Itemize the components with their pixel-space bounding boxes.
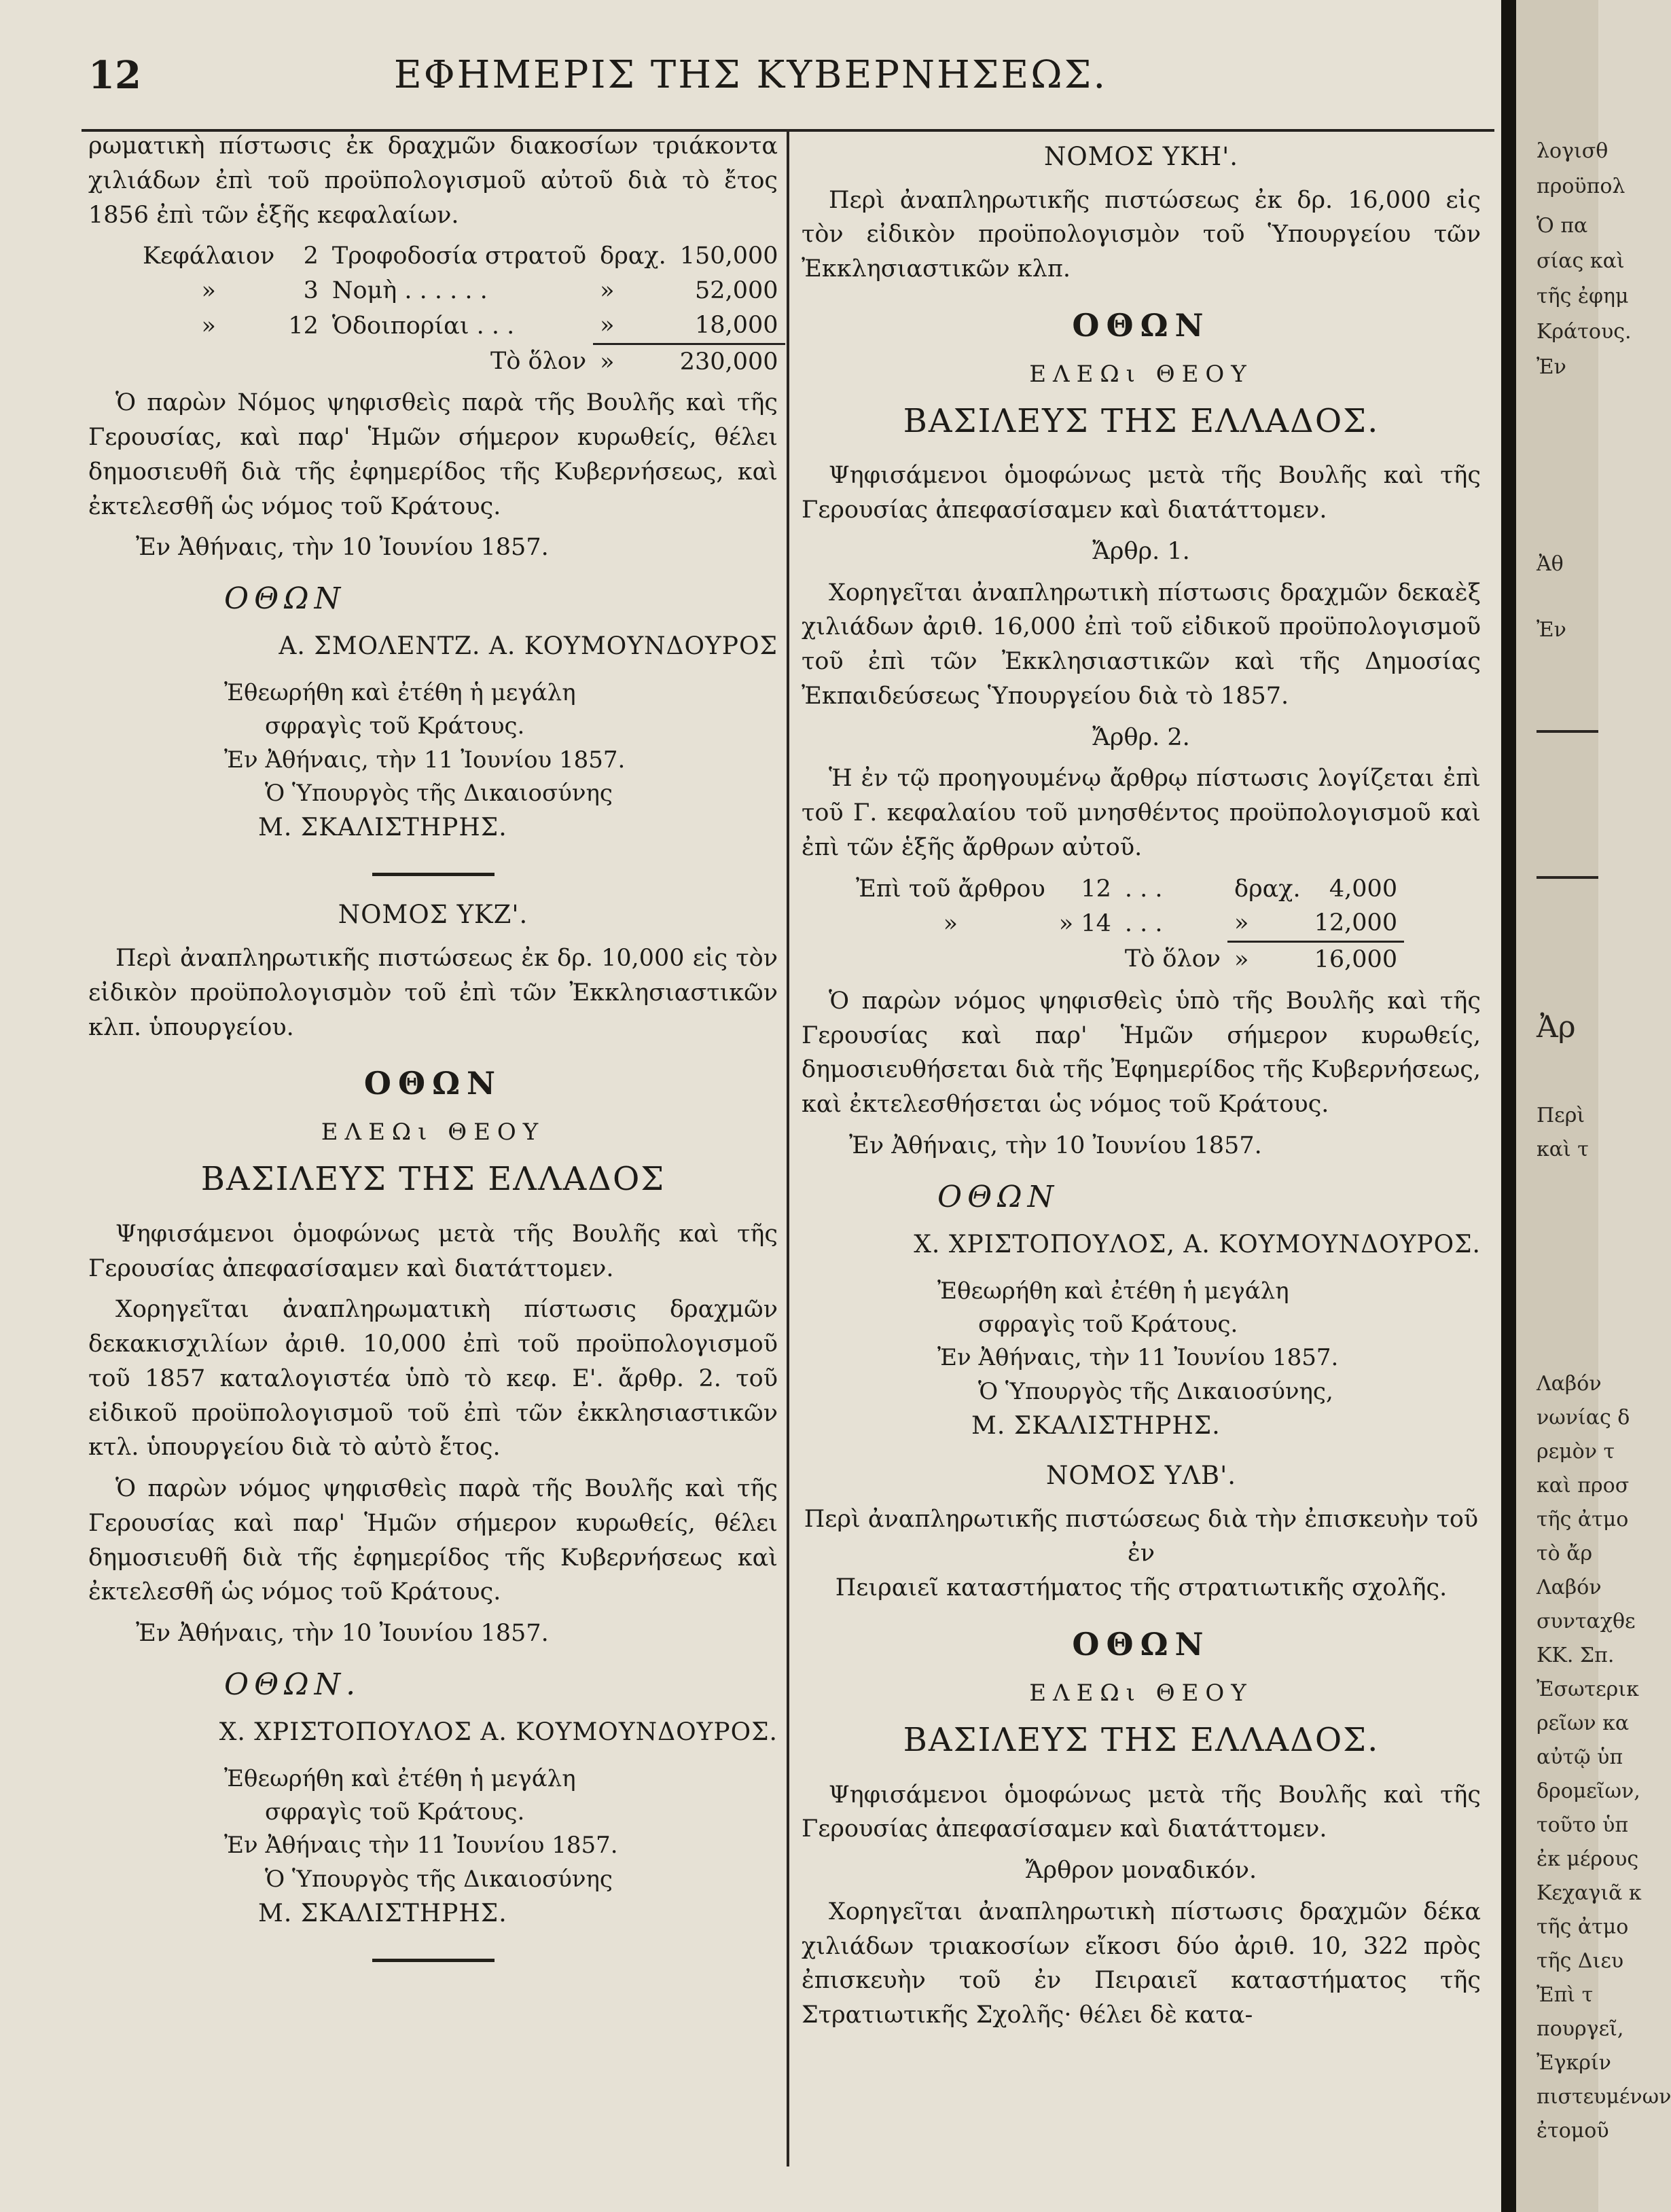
adjacent-fragment: Ἐγκρίν	[1537, 2051, 1611, 2075]
adjacent-fragment: Ἐσωτερικ	[1537, 1678, 1639, 1701]
adjacent-fragment: ρεῖων κα	[1537, 1711, 1630, 1735]
law3-king: ΟΘΩΝ	[1072, 306, 1210, 344]
law3-seal-line2: σφραγὶς τοῦ Κράτους.	[978, 1311, 1238, 1338]
row-amount: 52,000	[695, 277, 778, 304]
law1-minister-name: Μ. ΣΚΑΛΙΣΤΗΡΗΣ.	[258, 814, 507, 842]
adjacent-fragment: αὐτῷ ὑπ	[1537, 1745, 1623, 1769]
total-amount: 230,000	[673, 344, 785, 379]
law4-eleo: ΕΛΕΩι ΘΕΟΥ	[1029, 1679, 1253, 1707]
law2-preamble: Ψηφισάμενοι ὁμοφώνως μετὰ τῆς Βουλῆς καὶ τῆς Γερουσίας ἀπεφασίσαμεν καὶ διατάττομεν.	[88, 1220, 778, 1282]
table-row	[849, 872, 1404, 907]
adjacent-fragment: τῆς ἀτμο	[1537, 1508, 1629, 1531]
left-column	[88, 129, 778, 1982]
law1-king: ΟΘΩΝ	[224, 581, 346, 616]
law2-minister-title: Ὁ Ὑπουργὸς τῆς Δικαιοσύνης	[265, 1865, 613, 1893]
adjacent-fragment: Λαβόν	[1537, 1372, 1602, 1396]
section-divider	[372, 1959, 495, 1962]
page-gutter-shadow	[1501, 0, 1516, 2212]
law2-minister-name: Μ. ΣΚΑΛΙΣΤΗΡΗΣ.	[258, 1900, 507, 1927]
adjacent-fragment: ρεμὸν τ	[1537, 1440, 1615, 1464]
row-number: 2	[303, 242, 319, 270]
intro-paragraph: ρωματικὴ πίστωσις ἐκ δραχμῶν διακοσίων τριάκοντα χιλιάδων ἐπὶ τοῦ προϋπολογισμοῦ αὐτοῦ διὰ τὸ ἔτος 1856 ἐπὶ τῶν ἑξῆς κεφαλαίων.	[88, 132, 778, 229]
total-mark: »	[1227, 942, 1308, 977]
adjacent-fragment: καὶ τ	[1537, 1138, 1589, 1161]
adjacent-fragment: ἐτομοῦ	[1537, 2119, 1609, 2143]
total-mark: »	[593, 344, 673, 379]
adjacent-fragment: ΚΚ. Σπ.	[1537, 1644, 1615, 1667]
adjacent-fragment: Ἀρ	[1537, 1010, 1576, 1045]
row-prefix: Ἐπὶ τοῦ ἄρθρου	[856, 875, 1045, 903]
adjacent-fragment: νωνίας δ	[1537, 1406, 1630, 1430]
adjacent-fragment: Ἐν	[1537, 618, 1566, 642]
table-row	[849, 906, 1404, 941]
row-name: Τροφοδοσία στρατοῦ	[331, 242, 587, 270]
adjacent-fragment: λογισθ	[1537, 139, 1609, 163]
row-prefix: »	[201, 312, 216, 340]
law3-art2-body: Ἡ ἐν τῷ προηγουμένῳ ἄρθρῳ πίστωσις λογίζεται ἐπὶ τοῦ Γ. κεφαλαίου τοῦ μνησθέντος προϋπολογισμοῦ καὶ ἐπὶ τῶν ἑξῆς ἄρθρων αὐτοῦ.	[802, 765, 1481, 861]
law3-art1-body: Χορηγεῖται ἀναπληρωτικὴ πίστωσις δραχμῶν δεκαὲξ χιλιάδων ἀριθ. 16,000 ἐπὶ τοῦ εἰδικοῦ προϋπολογισμοῦ τοῦ ἐπὶ τῶν Ἐκκλησιαστικῶν καὶ τῆς Δημοσίας Ἐκπαιδεύσεως Ὑπουργείου διὰ τὸ 1857.	[802, 579, 1481, 710]
adjacent-fragment: συνταχθε	[1537, 1610, 1636, 1633]
law4-preamble: Ψηφισάμενοι ὁμοφώνως μετὰ τῆς Βουλῆς καὶ τῆς Γερουσίας ἀπεφασίσαμεν καὶ διατάττομεν.	[802, 1781, 1481, 1843]
law1-seal-line2: σφραγὶς τοῦ Κράτους.	[265, 712, 525, 740]
law4-body: Χορηγεῖται ἀναπληρωτικὴ πίστωσις δραχμῶν δέκα χιλιάδων τριακοσίων εἴκοσι δύο ἀριθ. 10, 322 πρὸς ἐπισκευὴν τοῦ ἐν Πειραιεῖ καταστήματος τῆς Στρατιωτικῆς Σχολῆς· θέλει δὲ κατα-	[802, 1898, 1481, 2029]
adjacent-fragment: Ἀθ	[1537, 552, 1564, 576]
law3-seal-date: Ἐν Ἀθήναις, τὴν 11 Ἰουνίου 1857.	[937, 1344, 1339, 1372]
row-mark: »	[600, 277, 615, 304]
law2-seal-line1: Ἐθεωρήθη καὶ ἐτέθη ἡ μεγάλη	[224, 1764, 576, 1792]
law4-basileus: ΒΑΣΙΛΕΥΣ ΤΗΣ ΕΛΛΑΔΟΣ.	[903, 1720, 1380, 1759]
row-mark: »	[1234, 909, 1249, 937]
adjacent-rule	[1537, 876, 1598, 879]
adjacent-fragment: Ὁ πα	[1537, 214, 1588, 238]
row-number: 3	[303, 277, 319, 304]
law3-basileus: ΒΑΣΙΛΕΥΣ ΤΗΣ ΕΛΛΑΔΟΣ.	[903, 401, 1380, 440]
law4-subject-line2: Πειραιεῖ καταστήματος τῆς στρατιωτικῆς σχολῆς.	[835, 1574, 1448, 1602]
law3-art2-heading: Ἄρθρ. 2.	[1092, 723, 1190, 751]
law3-king-sig: ΟΘΩΝ	[937, 1179, 1060, 1214]
row-amount: 18,000	[695, 311, 778, 339]
chapters-table	[136, 239, 785, 379]
row-amount: 150,000	[679, 242, 778, 270]
adjacent-fragment: Ἐπὶ τ	[1537, 1983, 1594, 2007]
row-amount: 12,000	[1314, 909, 1398, 937]
table-total-row	[849, 942, 1404, 977]
row-number: 12	[1081, 875, 1111, 903]
law1-signatories: Α. ΣΜΟΛΕΝΤΖ. Α. ΚΟΥΜΟΥΝΔΟΥΡΟΣ	[278, 632, 778, 660]
law2-body1: Χορηγεῖται ἀναπληρωματικὴ πίστωσις δραχμῶν δεκακισχιλίων ἀριθ. 10,000 ἐπὶ τοῦ προϋπολογισμοῦ τοῦ 1857 καταλογιστέα ὑπὸ τὸ κεφ. Ε'. ἄρθρ. 2. τοῦ εἰδικοῦ προϋπολογισμοῦ τοῦ ἐπὶ τῶν ἐκκλησιαστικῶν κτλ. ὑπουργείου διὰ τὸ αὐτὸ ἔτος.	[88, 1296, 778, 1462]
articles-table	[849, 872, 1404, 977]
table-row	[136, 274, 785, 308]
law3-body: Ὁ παρὼν νόμος ψηφισθεὶς ὑπὸ τῆς Βουλῆς καὶ τῆς Γερουσίας καὶ παρ' Ἡμῶν σήμερον κυρωθείς, δημοσιευθήσεται διὰ τῆς Ἐφημερίδος τῆς Κυβερνήσεως, καὶ ἐκτελεσθήσεται ὡς νόμος τοῦ Κράτους.	[802, 987, 1481, 1119]
law2-seal-line2: σφραγὶς τοῦ Κράτους.	[265, 1798, 525, 1826]
law1-seal-line1: Ἐθεωρήθη καὶ ἐτέθη ἡ μεγάλη	[224, 678, 576, 706]
law3-seal-line1: Ἐθεωρήθη καὶ ἐτέθη ἡ μεγάλη	[937, 1277, 1289, 1305]
law2-eleo: ΕΛΕΩι ΘΕΟΥ	[321, 1118, 545, 1146]
law2-title: ΝΟΜΟΣ ΥΚΖ'.	[338, 900, 528, 930]
row-prefix: Κεφάλαιον	[143, 242, 275, 270]
row-number: » 14	[1058, 910, 1111, 938]
law1-seal-date: Ἐν Ἀθήναις, τὴν 11 Ἰουνίου 1857.	[224, 746, 626, 774]
law2-basileus: ΒΑΣΙΛΕΥΣ ΤΗΣ ΕΛΛΑΔΟΣ	[200, 1160, 666, 1199]
total-label: Τὸ ὅλον	[490, 347, 587, 375]
adjacent-fragment: σίας καὶ	[1537, 249, 1625, 273]
row-prefix: »	[201, 277, 216, 304]
adjacent-fragment: καὶ προσ	[1537, 1474, 1630, 1498]
law3-preamble: Ψηφισάμενοι ὁμοφώνως μετὰ τῆς Βουλῆς καὶ τῆς Γερουσίας ἀπεφασίσαμεν καὶ διατάττομεν.	[802, 462, 1481, 524]
adjacent-fragment: δρομεῖων,	[1537, 1779, 1640, 1803]
law4-king: ΟΘΩΝ	[1072, 1625, 1210, 1663]
law3-signatories: Χ. ΧΡΙΣΤΟΠΟΥΛΟΣ, Α. ΚΟΥΜΟΥΝΔΟΥΡΟΣ.	[914, 1230, 1481, 1258]
row-name: Νομὴ . . . . . .	[331, 277, 488, 304]
row-mark: »	[600, 311, 615, 339]
page-header	[0, 48, 1501, 109]
law2-body2: Ὁ παρὼν νόμος ψηφισθεὶς παρὰ τῆς Βουλῆς καὶ τῆς Γερουσίας καὶ παρ' Ἡμῶν σήμερον κυρωθείς, θέλει δημοσιευθῆ διὰ τῆς ἐφημερίδος τῆς Κυβερνήσεως καὶ ἐκτελεσθῆ ὡς νόμος τοῦ Κράτους.	[88, 1475, 778, 1606]
adjacent-fragment: πουργεῖ,	[1537, 2017, 1624, 2041]
adjacent-fragment: τῆς ἐφημ	[1537, 285, 1629, 308]
adjacent-fragment: Κράτους.	[1537, 320, 1632, 344]
row-mark: δραχ.	[1234, 875, 1301, 903]
adjacent-fragment: τὸ ἄρ	[1537, 1542, 1593, 1565]
law3-art1-heading: Ἄρθρ. 1.	[1092, 537, 1190, 565]
law2-signatories: Χ. ΧΡΙΣΤΟΠΟΥΛΟΣ Α. ΚΟΥΜΟΥΝΔΟΥΡΟΣ.	[219, 1718, 778, 1746]
law2-king: ΟΘΩΝ	[363, 1065, 503, 1102]
row-dots: . . .	[1124, 875, 1163, 903]
law3-subject: Περὶ ἀναπληρωτικῆς πιστώσεως ἐκ δρ. 16,000 εἰς τὸν εἰδικὸν προϋπολογισμὸν τοῦ Ὑπουργείου τῶν Ἐκκλησιαστικῶν κλπ.	[802, 186, 1481, 283]
row-dots: . . .	[1124, 910, 1163, 938]
adjacent-rule	[1537, 730, 1598, 733]
running-title: ΕΦΗΜΕΡΙΣ ΤΗΣ ΚΥΒΕΡΝΗΣΕΩΣ.	[393, 53, 1108, 97]
law4-title: ΝΟΜΟΣ ΥΛΒ'.	[1045, 1461, 1237, 1491]
page-number: 12	[88, 53, 141, 98]
adjacent-fragment: ἐκ μέρους	[1537, 1847, 1639, 1871]
law1-body: Ὁ παρὼν Νόμος ψηφισθεὶς παρὰ τῆς Βουλῆς καὶ τῆς Γερουσίας, καὶ παρ' Ἡμῶν σήμερον κυρωθείς, θέλει δημοσιευθῆ διὰ τῆς ἐφημερίδος τῆς Κυβερνήσεως, καὶ ἐκτελεσθῆ ὡς νόμος τοῦ Κράτους.	[88, 389, 778, 520]
adjacent-fragment: Περὶ	[1537, 1104, 1585, 1127]
table-row	[136, 239, 785, 274]
law1-minister-title: Ὁ Ὑπουργὸς τῆς Δικαιοσύνης	[265, 779, 613, 807]
total-amount: 16,000	[1308, 942, 1404, 977]
adjacent-fragment: τοῦτο ὑπ	[1537, 1813, 1629, 1837]
adjacent-fragment: Κεχαγιᾶ κ	[1537, 1881, 1642, 1905]
law3-title: ΝΟΜΟΣ ΥΚΗ'.	[1043, 142, 1239, 171]
adjacent-fragment: προϋπολ	[1537, 175, 1625, 198]
total-label: Τὸ ὅλον	[1124, 945, 1221, 973]
law3-eleo: ΕΛΕΩι ΘΕΟΥ	[1029, 360, 1253, 388]
right-column	[802, 129, 1481, 2039]
row-name: Ὁδοιπορίαι . . .	[331, 312, 515, 340]
column-separator	[787, 129, 789, 2166]
section-divider	[372, 873, 495, 876]
row-amount: 4,000	[1329, 875, 1398, 903]
table-row	[136, 308, 785, 344]
law1-date: Ἐν Ἀθήναις, τὴν 10 Ἰουνίου 1857.	[136, 534, 549, 562]
law2-date: Ἐν Ἀθήναις, τὴν 10 Ἰουνίου 1857.	[136, 1620, 549, 1648]
law3-date: Ἐν Ἀθήναις, τὴν 10 Ἰουνίου 1857.	[849, 1131, 1262, 1159]
law2-subject: Περὶ ἀναπληρωτικῆς πιστώσεως ἐκ δρ. 10,000 εἰς τὸν εἰδικὸν προϋπολογισμὸν τοῦ ἐπὶ τῶν Ἐκκλησιαστικῶν κλπ. ὑπουργείου.	[88, 945, 778, 1041]
adjacent-page-strip	[1516, 0, 1671, 2212]
adjacent-fragment: Ἐν	[1537, 355, 1566, 379]
adjacent-fragment: τῆς Διευ	[1537, 1949, 1624, 1973]
row-mark: δραχ.	[600, 242, 666, 270]
law4-art-heading: Ἄρθρον μοναδικόν.	[1025, 1857, 1257, 1885]
adjacent-fragment: πιστευμένων	[1537, 2085, 1671, 2109]
law2-king-sig: ΟΘΩΝ.	[224, 1667, 361, 1702]
adjacent-fragment: τῆς ἀτμο	[1537, 1915, 1629, 1939]
law3-minister-name: Μ. ΣΚΑΛΙΣΤΗΡΗΣ.	[971, 1411, 1221, 1440]
row-number: 12	[288, 312, 319, 340]
table-total-row	[136, 344, 785, 379]
law2-seal-date: Ἐν Ἀθήναις τὴν 11 Ἰουνίου 1857.	[224, 1832, 618, 1860]
adjacent-fragment: Λαβόν	[1537, 1576, 1602, 1599]
law4-subject-line1: Περὶ ἀναπληρωτικῆς πιστώσεως διὰ τὴν ἐπισκευὴν τοῦ ἐν	[804, 1505, 1479, 1567]
law3-minister-title: Ὁ Ὑπουργὸς τῆς Δικαιοσύνης,	[978, 1377, 1333, 1405]
row-prefix: »	[943, 910, 958, 938]
